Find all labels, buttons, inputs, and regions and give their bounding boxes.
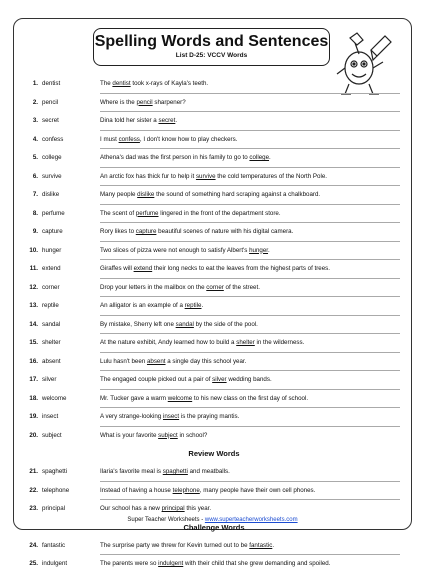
underlined-word: subject bbox=[158, 431, 178, 439]
sentence-text: is the praying mantis. bbox=[179, 413, 240, 420]
spelling-word: pencil bbox=[42, 98, 59, 106]
example-sentence bbox=[100, 427, 207, 446]
sentence-text: What is your favorite bbox=[100, 431, 159, 439]
underlined-word: telephone bbox=[172, 486, 200, 494]
sentence-text: with their child that she grew demanding and spoiled. bbox=[183, 560, 331, 567]
word-row bbox=[28, 94, 400, 113]
spelling-word: dentist bbox=[42, 80, 61, 87]
spelling-word: capture bbox=[42, 228, 63, 235]
example-sentence bbox=[100, 186, 320, 205]
underlined-word: fantastic bbox=[249, 541, 273, 549]
sentence-text: Dina told her sister a bbox=[100, 117, 159, 124]
underlined-word: dislike bbox=[137, 191, 155, 198]
word-number: 2. bbox=[32, 98, 38, 106]
word-list bbox=[28, 75, 400, 574]
word-row bbox=[28, 463, 400, 482]
example-sentence bbox=[100, 482, 315, 501]
word-row bbox=[28, 260, 400, 279]
word-row bbox=[28, 316, 400, 335]
example-sentence bbox=[100, 168, 327, 187]
sentence-text: An arctic fox has thick fur to help it bbox=[100, 172, 196, 180]
example-sentence bbox=[100, 334, 304, 353]
sentence-text: The engaged couple picked out a pair of bbox=[100, 376, 213, 383]
sentence-text: Two slices of pizza were not enough to satisfy Albert's bbox=[100, 246, 250, 254]
spelling-word: secret bbox=[42, 117, 59, 124]
sentence-text: A very strange-looking bbox=[100, 413, 163, 420]
word-number: 24. bbox=[29, 541, 38, 549]
sentence-text: . bbox=[272, 541, 275, 549]
spelling-word: extend bbox=[42, 265, 61, 272]
word-row bbox=[28, 555, 400, 574]
sentence-text: Giraffes will bbox=[100, 265, 134, 272]
sentence-text: The bbox=[100, 80, 113, 87]
underlined-word: corner bbox=[206, 283, 224, 291]
sentence-text: Lulu hasn't been bbox=[100, 357, 147, 365]
sentence-text: The surprise party we threw for Kevin turned out to be bbox=[100, 541, 250, 549]
example-sentence bbox=[100, 408, 239, 427]
example-sentence bbox=[100, 537, 274, 556]
word-number: 11. bbox=[29, 265, 38, 272]
underlined-word: hunger bbox=[249, 246, 269, 254]
sentence-text: Many people bbox=[100, 191, 138, 198]
word-row bbox=[28, 297, 400, 316]
spelling-word: college bbox=[42, 154, 62, 161]
underlined-word: secret bbox=[158, 117, 176, 124]
list-subtitle: List D-25: VCCV Words bbox=[175, 52, 248, 59]
spelling-word: absent bbox=[42, 357, 61, 365]
word-row bbox=[28, 500, 400, 519]
word-number: 12. bbox=[29, 283, 38, 291]
spelling-word: corner bbox=[42, 283, 60, 291]
sentence-text: By mistake, Sherry left one bbox=[100, 320, 176, 328]
sentence-text: An alligator is an example of a bbox=[100, 302, 185, 309]
sentence-text: the sound of something hard scraping against a chalkboard. bbox=[154, 191, 321, 198]
spelling-word: silver bbox=[42, 376, 57, 383]
underlined-word: principal bbox=[161, 505, 185, 512]
example-sentence bbox=[100, 260, 330, 279]
word-number: 25. bbox=[29, 560, 38, 567]
underlined-word: silver bbox=[212, 376, 227, 383]
sentence-text: Our school has a new bbox=[100, 505, 162, 512]
example-sentence bbox=[100, 371, 272, 390]
underlined-word: perfume bbox=[135, 209, 159, 217]
sentence-text: Where is the bbox=[100, 98, 137, 106]
spelling-word: sandal bbox=[42, 320, 61, 328]
underlined-word: extend bbox=[133, 265, 153, 272]
sentence-text: beautiful scenes of nature with his digital camera. bbox=[156, 228, 294, 235]
example-sentence bbox=[100, 112, 177, 131]
sentence-text: in school? bbox=[177, 431, 208, 439]
word-row bbox=[28, 168, 400, 187]
section-heading: Challenge Words bbox=[183, 522, 245, 532]
word-row bbox=[28, 537, 400, 556]
sentence-text: At the nature exhibit, Andy learned how to build a bbox=[100, 339, 237, 346]
spelling-word: hunger bbox=[42, 246, 62, 254]
word-number: 7. bbox=[32, 191, 38, 198]
word-number: 16. bbox=[29, 357, 38, 365]
word-number: 19. bbox=[29, 413, 38, 420]
example-sentence bbox=[100, 463, 230, 482]
footer-link[interactable]: www.superteacherworksheets.com bbox=[204, 517, 298, 523]
underlined-word: reptile bbox=[184, 302, 202, 309]
word-number: 13. bbox=[29, 302, 38, 309]
spelling-word: fantastic bbox=[42, 541, 66, 549]
sentence-text: Rory likes to bbox=[100, 228, 136, 235]
word-row bbox=[28, 223, 400, 242]
spelling-word: survive bbox=[42, 172, 62, 180]
underlined-word: spaghetti bbox=[162, 468, 188, 475]
sentence-text: wedding bands. bbox=[226, 376, 272, 383]
example-sentence bbox=[100, 297, 203, 316]
word-number: 3. bbox=[32, 117, 38, 124]
word-number: 21. bbox=[29, 468, 38, 475]
word-number: 15. bbox=[29, 339, 38, 346]
underlined-word: survive bbox=[195, 172, 216, 180]
example-sentence bbox=[100, 75, 208, 94]
word-row bbox=[28, 482, 400, 501]
sentence-text: The parents were so bbox=[100, 560, 159, 567]
word-row bbox=[28, 427, 400, 446]
example-sentence bbox=[100, 353, 246, 372]
sentence-text: The scent of bbox=[100, 209, 136, 217]
sentence-text: Athena's dad was the first person in his family to go to bbox=[100, 154, 250, 161]
word-row bbox=[28, 334, 400, 353]
word-row bbox=[28, 371, 400, 390]
word-row bbox=[28, 149, 400, 168]
sentence-text: of the street. bbox=[223, 283, 260, 291]
sentence-text: Drop your letters in the mailbox on the bbox=[100, 283, 207, 291]
underlined-word: dentist bbox=[112, 80, 131, 87]
sentence-text: . bbox=[269, 154, 271, 161]
word-number: 4. bbox=[32, 135, 38, 143]
sentence-text: by the side of the pool. bbox=[193, 320, 258, 328]
sentence-text: Instead of having a house bbox=[100, 486, 173, 494]
title-box bbox=[93, 28, 330, 66]
underlined-word: welcome bbox=[167, 394, 193, 402]
word-number: 23. bbox=[29, 505, 38, 512]
spelling-word: perfume bbox=[42, 209, 65, 217]
spelling-word: indulgent bbox=[42, 560, 68, 567]
sentence-text: a single day this school year. bbox=[165, 357, 247, 365]
underlined-word: insect bbox=[162, 413, 180, 420]
word-number: 17. bbox=[29, 376, 38, 383]
sentence-text: in the wilderness. bbox=[254, 339, 305, 346]
section-heading: Review Words bbox=[188, 449, 240, 458]
word-number: 22. bbox=[29, 486, 38, 494]
example-sentence bbox=[100, 242, 270, 261]
example-sentence bbox=[100, 205, 281, 224]
word-row bbox=[28, 131, 400, 150]
underlined-word: absent bbox=[146, 357, 166, 365]
spelling-word: welcome bbox=[42, 394, 67, 402]
example-sentence bbox=[100, 279, 260, 298]
word-number: 1. bbox=[32, 80, 38, 87]
sentence-text: this year. bbox=[184, 505, 212, 512]
footer-text: Super Teacher Worksheets - bbox=[127, 517, 205, 523]
word-row bbox=[28, 408, 400, 427]
underlined-word: capture bbox=[135, 228, 157, 235]
word-row bbox=[28, 390, 400, 409]
word-row bbox=[28, 75, 400, 94]
spelling-word: reptile bbox=[42, 302, 59, 309]
underlined-word: confess bbox=[118, 135, 140, 143]
example-sentence bbox=[100, 149, 271, 168]
word-number: 5. bbox=[32, 154, 38, 161]
sentence-text: I must bbox=[100, 135, 119, 143]
word-number: 20. bbox=[29, 431, 38, 439]
word-number: 8. bbox=[32, 209, 38, 217]
spelling-word: spaghetti bbox=[42, 468, 68, 475]
underlined-word: college bbox=[249, 154, 270, 161]
spelling-word: shelter bbox=[42, 339, 61, 346]
example-sentence bbox=[100, 223, 293, 242]
example-sentence bbox=[100, 94, 186, 113]
word-number: 10. bbox=[29, 246, 38, 254]
example-sentence bbox=[100, 390, 308, 409]
word-number: 18. bbox=[29, 394, 38, 402]
word-number: 9. bbox=[32, 228, 38, 235]
spelling-word: principal bbox=[42, 505, 66, 512]
example-sentence bbox=[100, 555, 330, 574]
sentence-text: . bbox=[268, 246, 270, 254]
sentence-text: Mr. Tucker gave a warm bbox=[100, 394, 168, 402]
sentence-text: their long necks to eat the leaves from the highest parts of trees. bbox=[152, 265, 330, 272]
word-row bbox=[28, 353, 400, 372]
sentence-text: lingered in the front of the department store. bbox=[158, 209, 281, 217]
word-row bbox=[28, 112, 400, 131]
sentence-text: . bbox=[201, 302, 204, 309]
word-row bbox=[28, 205, 400, 224]
sentence-text: took x-rays of Kayla's teeth. bbox=[130, 80, 209, 87]
sentence-text: . bbox=[175, 117, 178, 124]
underlined-word: indulgent bbox=[158, 560, 184, 567]
spelling-word: subject bbox=[42, 431, 62, 439]
example-sentence bbox=[100, 316, 258, 335]
sentence-text: , many people have their own cell phones. bbox=[199, 486, 316, 494]
example-sentence bbox=[100, 131, 237, 150]
page-title: Spelling Words and Sentences bbox=[94, 33, 329, 50]
underlined-word: pencil bbox=[136, 98, 153, 106]
sentence-text: and meatballs. bbox=[187, 468, 230, 475]
word-row bbox=[28, 242, 400, 261]
example-sentence bbox=[100, 500, 211, 519]
footer bbox=[0, 517, 425, 523]
sentence-text: sharpener? bbox=[152, 98, 186, 106]
spelling-word: telephone bbox=[42, 486, 70, 494]
word-row bbox=[28, 279, 400, 298]
sentence-text: the cold temperatures of the North Pole. bbox=[215, 172, 327, 180]
sentence-text: , I don't know how to play checkers. bbox=[139, 135, 238, 143]
word-number: 6. bbox=[32, 172, 38, 180]
spelling-word: confess bbox=[42, 135, 64, 143]
underlined-word: shelter bbox=[236, 339, 255, 346]
sentence-text: to his new class on the first day of school. bbox=[192, 394, 309, 402]
sentence-text: Ilaria's favorite meal is bbox=[100, 468, 163, 475]
word-number: 14. bbox=[29, 320, 38, 328]
word-row bbox=[28, 186, 400, 205]
spelling-word: dislike bbox=[42, 191, 60, 198]
underlined-word: sandal bbox=[175, 320, 194, 328]
spelling-word: insect bbox=[42, 413, 59, 420]
